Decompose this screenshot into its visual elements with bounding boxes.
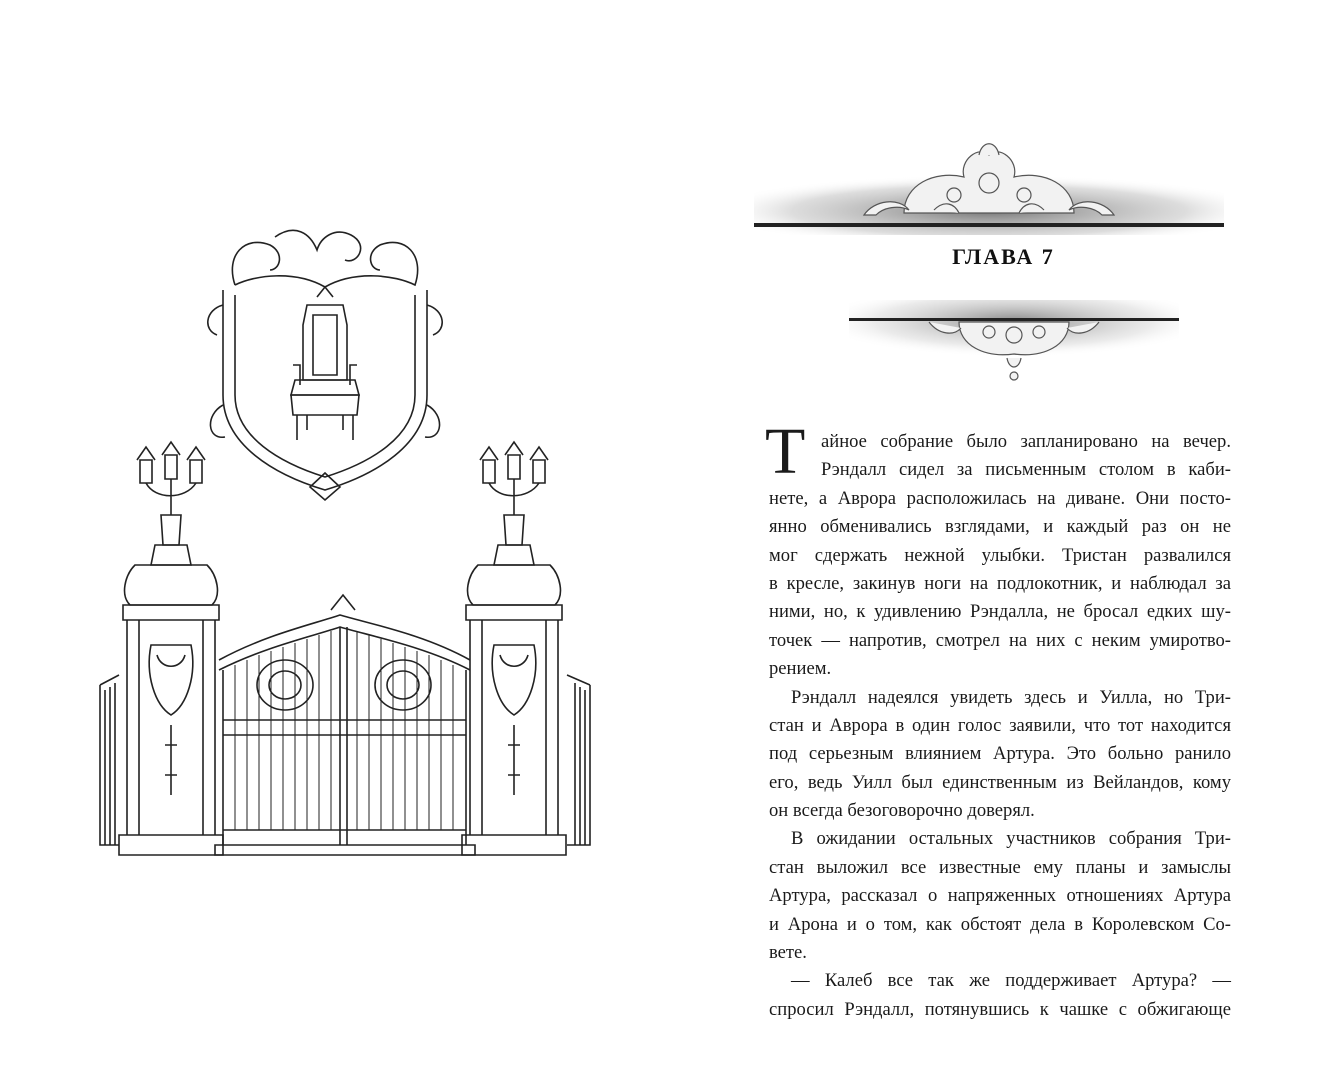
text-line: вете. [769,942,807,964]
side-fence-left [100,675,119,845]
gate-icon [215,595,475,855]
side-fence-right [567,675,590,845]
text-line: стан выложил все известные ему планы и замыслы [769,856,1231,878]
text-line: он всегда безоговорочно доверял. [769,800,1035,822]
text-line: Артура, рассказал о напряженных отношениях Артура [769,885,1231,907]
left-pillar [119,565,223,855]
text-line: под серьезным влиянием Артура. Это больно ранило [769,743,1231,765]
top-ornament-icon [754,115,1224,240]
text-line: точек — напротив, смотрел на них с неким умиротво- [769,629,1231,651]
text-line: — Калеб все так же поддерживает Артура? — [791,970,1231,992]
lantern-icon-right [480,442,548,565]
text-line: мог сдержать нежной улыбки. Тристан развалился [769,544,1231,566]
chapter-title: ГЛАВА 7 [952,244,1055,269]
right-page [669,0,1338,1080]
right-pillar [462,565,566,855]
text-line: спросил Рэндалл, потянувшись к чашке с обжигающе [769,998,1231,1020]
chapter-text [765,415,1231,1024]
gate-illustration [95,215,595,875]
shield-crest-icon [208,230,442,500]
text-line: рением. [769,658,832,680]
text-line: его, ведь Уилл был единственным из Вейландов, кому [769,771,1231,793]
drop-cap: Т [765,415,806,488]
text-line: и Арона и о том, как обстоят дела в Королевском Со- [769,913,1231,935]
throne-icon [291,287,359,440]
text-line: В ожидании остальных участников собрания Три- [791,828,1231,850]
text-line: стан и Аврора в один голос заявили, что тот находится [769,714,1231,736]
bottom-ornament-icon [849,300,1179,385]
text-line: Рэндалл надеялся увидеть здесь и Уилла, но Три- [791,686,1231,708]
text-line: в кресле, закинув ноги на подлокотник, и наблюдал за [769,572,1231,594]
text-line: Рэндалл сидел за письменным столом в каби- [821,459,1231,481]
text-line: нете, а Аврора расположилась на диване. Они посто- [769,487,1231,509]
lantern-icon-left [137,442,205,565]
text-line: янно обменивались взглядами, и каждый раз он не [769,516,1231,538]
text-line: айное собрание было запланировано на вечер. [821,431,1231,452]
text-line: ними, но, к удивлению Рэндалла, не бросал едких шу- [769,601,1231,623]
